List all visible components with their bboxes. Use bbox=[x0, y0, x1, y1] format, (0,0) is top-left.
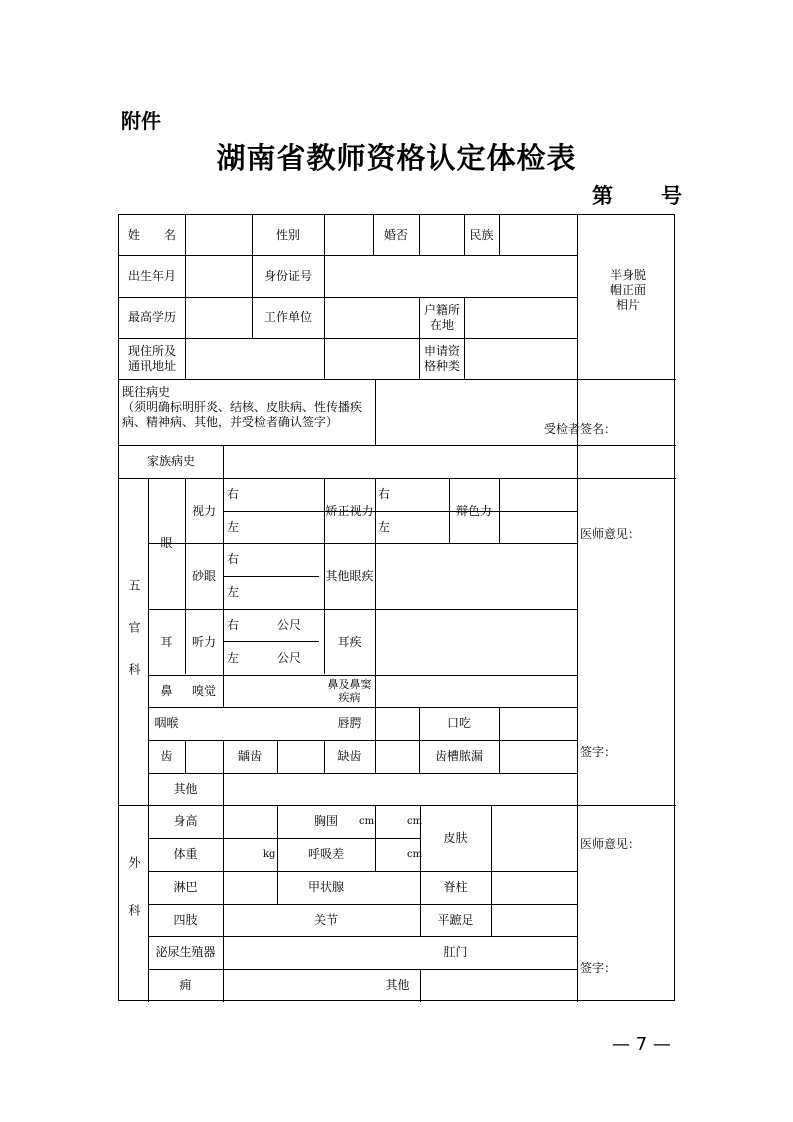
label-spine: 脊柱 bbox=[443, 880, 468, 894]
label-limbs: 四肢 bbox=[173, 912, 198, 927]
label-facial-other: 其他 bbox=[173, 781, 198, 796]
label-joints: 关节 bbox=[313, 912, 338, 927]
label-birth: 出生年月 bbox=[127, 268, 176, 283]
label-trachoma: 砂眼 bbox=[191, 568, 216, 583]
label-flatfoot: 平蹠足 bbox=[437, 912, 474, 927]
trachoma-right: 右 bbox=[227, 552, 240, 566]
section-facial: 五官科 bbox=[127, 578, 141, 705]
label-urogenital: 泌尿生殖器 bbox=[155, 945, 216, 959]
surgery-signature: 签字： bbox=[580, 960, 617, 975]
vision-right: 右 bbox=[227, 487, 240, 501]
label-color-vision: 辩色力 bbox=[455, 503, 492, 518]
label-height: 身高 bbox=[173, 814, 198, 828]
breath-unit: cm bbox=[407, 849, 423, 860]
label-ethnicity: 民族 bbox=[469, 227, 494, 242]
label-name: 姓 名 bbox=[127, 227, 176, 242]
label-nose: 鼻 bbox=[160, 683, 173, 698]
chest-unit: cm bbox=[407, 816, 423, 827]
surgery-doctor-opinion: 医师意见： bbox=[580, 836, 641, 851]
hearing-left: 左 公尺 bbox=[227, 650, 302, 665]
corrected-right: 右 bbox=[378, 487, 391, 501]
photo-placeholder: 半身脱帽正面相片 bbox=[609, 267, 646, 312]
facial-signature: 签字： bbox=[580, 744, 617, 759]
label-thyroid: 甲状腺 bbox=[307, 880, 344, 894]
label-weight: 体重 bbox=[173, 847, 198, 861]
page-number: — 7 — bbox=[612, 1034, 671, 1055]
label-throat: 咽喉 bbox=[154, 716, 179, 730]
label-breath-difference: 呼吸差 bbox=[307, 847, 344, 861]
vision-left: 左 bbox=[227, 520, 240, 534]
label-stutter: 口吃 bbox=[446, 716, 471, 730]
label-vision: 视力 bbox=[191, 503, 216, 518]
past-history bbox=[122, 385, 372, 441]
form-number bbox=[592, 180, 682, 210]
label-address: 现住所及通讯地址 bbox=[127, 343, 176, 373]
label-lip: 唇腭 bbox=[337, 716, 362, 730]
health-exam-form bbox=[118, 214, 675, 1001]
label-family-history: 家族病史 bbox=[146, 454, 195, 468]
number-suffix: 号 bbox=[661, 184, 682, 208]
label-missing-teeth: 缺齿 bbox=[337, 749, 362, 763]
label-ear: 耳 bbox=[160, 634, 173, 649]
past-history-note: （须明确标明肝炎、结核、皮肤病、性传播疾病、精神病、其他，并受检者确认签字） bbox=[122, 400, 363, 429]
height-unit: cm bbox=[359, 816, 375, 827]
label-anus: 肛门 bbox=[443, 945, 468, 959]
facial-doctor-opinion: 医师意见： bbox=[580, 526, 641, 541]
label-cert-type: 申请资格种类 bbox=[423, 343, 460, 373]
label-gender: 性别 bbox=[275, 227, 300, 242]
label-pyorrhea: 齿槽脓漏 bbox=[434, 749, 483, 763]
label-education: 最高学历 bbox=[127, 310, 176, 324]
corrected-left: 左 bbox=[378, 520, 391, 534]
label-ear-disease: 耳疾 bbox=[337, 634, 362, 649]
label-surgery-other: 其他 bbox=[385, 978, 410, 992]
label-chest: 胸围 bbox=[313, 814, 338, 828]
label-hemorrhoid: 痈 bbox=[179, 978, 192, 992]
label-hukou: 户籍所在地 bbox=[423, 302, 460, 332]
label-employer: 工作单位 bbox=[263, 310, 312, 324]
label-teeth: 齿 bbox=[160, 749, 173, 763]
hearing-right: 右 公尺 bbox=[227, 617, 302, 632]
label-id-number: 身份证号 bbox=[263, 268, 312, 283]
label-eye: 眼 bbox=[160, 536, 173, 550]
examinee-signature: 受检者签名： bbox=[544, 421, 617, 436]
attachment-label: 附件 bbox=[121, 109, 161, 133]
label-smell: 嗅觉 bbox=[191, 683, 216, 698]
trachoma-left: 左 bbox=[227, 585, 240, 599]
section-surgery: 外科 bbox=[127, 855, 141, 952]
label-marital: 婚否 bbox=[383, 227, 408, 242]
label-caries: 龋齿 bbox=[237, 749, 262, 763]
label-sinus: 鼻及鼻窦疾病 bbox=[327, 678, 372, 704]
number-prefix: 第 bbox=[592, 184, 613, 208]
label-corrected-vision: 矫正视力 bbox=[325, 503, 374, 518]
label-hearing: 听力 bbox=[191, 634, 216, 649]
label-skin: 皮肤 bbox=[443, 830, 468, 845]
form-title: 湖南省教师资格认定体检表 bbox=[216, 141, 577, 175]
label-other-eye: 其他眼疾 bbox=[325, 568, 374, 583]
weight-unit: kg bbox=[263, 849, 276, 860]
past-history-title: 既往病史 bbox=[122, 385, 171, 399]
label-lymph: 淋巴 bbox=[173, 880, 198, 894]
